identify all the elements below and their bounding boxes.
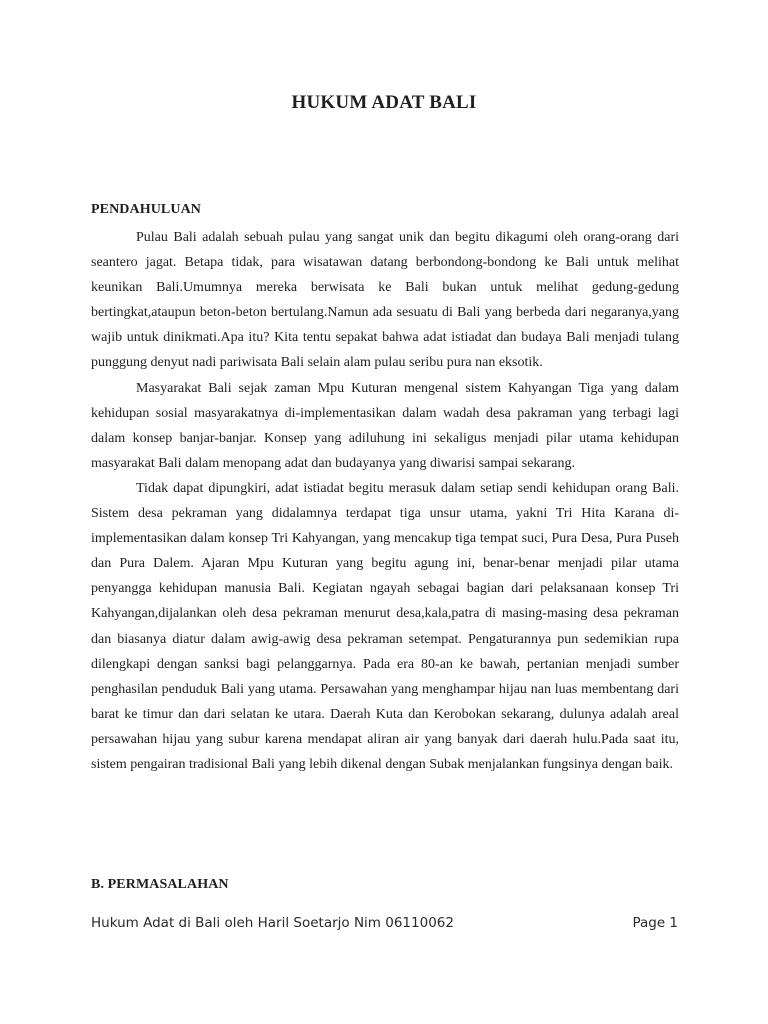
section-heading-problem: B. PERMASALAHAN (91, 877, 229, 892)
paragraph-3: Tidak dapat dipungkiri, adat istiadat begitu merasuk dalam setiap sendi kehidupan orang Bali. Sistem desa pekraman yang didalamnya terdapat tiga unsur utama, yakni Tri Hita Karana di-implementasikan dalam konsep Tri Kahyangan, yang mencakup tiga tempat suci, Pura Desa, Pura Puseh dan Pura Dalem. Ajaran Mpu Kuturan yang begitu agung ini, benar-benar menjadi pilar utama penyangga kehidupan manusia Bali. Kegiatan ngayah sebagai bagian dari pelaksanaan konsep Tri Kahyangan,dijalankan oleh desa pekraman menurut desa,kala,patra di masing-masing desa pekraman dan biasanya diatur dalam awig-awig desa pekraman setempat. Pengaturannya pun sedemikian rupa dilengkapi dengan sanksi bagi pelanggarnya. Pada era 80-an ke bawah, pertanian menjadi sumber penghasilan penduduk Bali yang utama. Persawahan yang menghampar hijau nan luas membentang dari barat ke timur dan dari selatan ke utara. Daerah Kuta dan Kerobokan sekarang, dulunya adalah areal persawahan hijau yang subur karena mendapat aliran air yang banyak dari daerah hulu.Pada saat itu, sistem pengairan tradisional Bali yang lebih dikenal dengan Subak menjalankan fungsinya dengan baik. (91, 480, 679, 772)
page-footer (91, 915, 678, 931)
paragraph-2: Masyarakat Bali sejak zaman Mpu Kuturan mengenal sistem Kahyangan Tiga yang dalam kehidupan sosial masyarakatnya di-implementasikan dalam wadah desa pakraman yang terbagi lagi dalam konsep banjar-banjar. Konsep yang adiluhung ini sekaligus menjadi pilar utama kehidupan masyarakat Bali dalam menopang adat dan budayanya yang diwarisi sampai sekarang. (91, 380, 679, 471)
footer-page-number: Page 1 (632, 915, 678, 931)
footer-document-info: Hukum Adat di Bali oleh Haril Soetarjo Nim 06110062 (91, 915, 454, 931)
section-heading-introduction: PENDAHULUAN (91, 202, 201, 217)
introduction-body (91, 225, 679, 777)
paragraph-1: Pulau Bali adalah sebuah pulau yang sangat unik dan begitu dikagumi oleh orang-orang dari seantero jagat. Betapa tidak, para wisatawan datang berbondong-bondong ke Bali untuk melihat keunikan Bali.Umumnya mereka berwisata ke Bali bukan untuk melihat gedung-gedung bertingkat,ataupun beton-beton bertulang.Namun ada sesuatu di Bali yang berbeda dari negaranya,yang wajib untuk dinikmati.Apa itu? Kita tentu sepakat bahwa adat istiadat dan budaya Bali menjadi tulang punggung denyut nadi pariwisata Bali selain alam pulau seribu pura nan eksotik. (91, 230, 679, 371)
document-title: HUKUM ADAT BALI (291, 92, 477, 113)
